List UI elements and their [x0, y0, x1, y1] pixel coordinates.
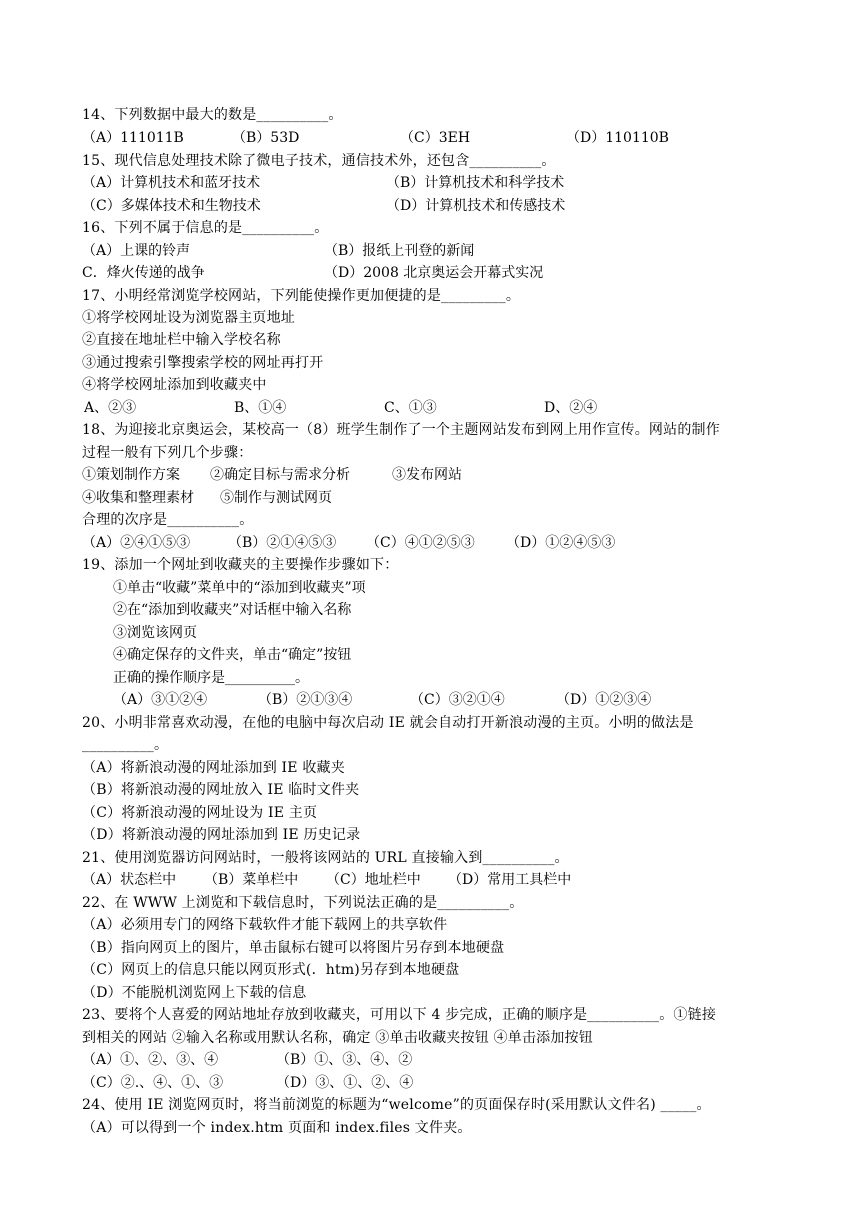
question-22-stem: 22、在 WWW 上浏览和下载信息时，下列说法正确的是__________。 [82, 895, 524, 911]
q20-option-c: （C）将新浪动漫的网址设为 IE 主页 [82, 805, 318, 821]
q17-option-c: C、①③ [384, 400, 437, 416]
q17-item-3: ③通过搜索引擎搜索学校的网址再打开 [82, 355, 324, 371]
q23-option-d: （D）③、①、②、④ [276, 1075, 414, 1091]
q17-option-b: B、①④ [234, 400, 287, 416]
q17-item-2: ②直接在地址栏中输入学校名称 [82, 332, 281, 348]
q23-option-b: （B）①、③、④、② [276, 1052, 413, 1068]
q22-option-a: （A）必须用专门的网络下载软件才能下载网上的共享软件 [82, 917, 448, 933]
q17-item-1: ①将学校网址设为浏览器主页地址 [82, 310, 295, 326]
q18-option-d: （D）①②④⑤③ [506, 535, 616, 551]
q17-option-d: D、②④ [544, 400, 598, 416]
q18-prompt: 合理的次序是__________。 [82, 512, 254, 528]
question-19-stem: 19、添加一个网址到收藏夹的主要操作步骤如下： [82, 557, 399, 573]
q16-option-b: （B）报纸上刊登的新闻 [324, 243, 475, 259]
question-20-stem-line-2: __________。 [82, 737, 169, 753]
question-23-stem-line-2: 到相关的网站 ②输入名称或用默认名称，确定 ③单击收藏夹按钮 ④单击添加按钮 [82, 1030, 593, 1046]
question-21-stem: 21、使用浏览器访问网站时，一般将该网站的 URL 直接输入到__________。 [82, 850, 569, 866]
q15-option-d: （D）计算机技术和传感技术 [386, 198, 566, 214]
q19-step-3: ③浏览该网页 [113, 625, 197, 641]
q18-step-3: ③发布网站 [392, 467, 462, 483]
q14-option-c: （C）3EH [400, 130, 471, 146]
q19-option-b: （B）②①③④ [258, 692, 353, 708]
q19-prompt: 正确的操作顺序是__________。 [113, 670, 309, 686]
question-14-stem: 14、下列数据中最大的数是__________。 [82, 107, 343, 123]
q19-option-c: （C）③②①④ [410, 692, 505, 708]
q18-step-1: ①策划制作方案 [82, 467, 180, 483]
q18-option-c: （C）④①②⑤③ [366, 535, 475, 551]
q18-option-b: （B）②①④⑤③ [228, 535, 337, 551]
q20-option-b: （B）将新浪动漫的网址放入 IE 临时文件夹 [82, 782, 360, 798]
q18-option-a: （A）②④①⑤③ [82, 535, 191, 551]
question-24-stem: 24、使用 IE 浏览网页时，将当前浏览的标题为“welcome”的页面保存时(采用默认文件名) _____。 [82, 1097, 711, 1113]
q17-option-a: A、②③ [84, 400, 137, 416]
q22-option-b: （B）指向网页上的图片，单击鼠标右键可以将图片另存到本地硬盘 [82, 940, 505, 956]
q21-option-a: （A）状态栏中 [82, 872, 177, 888]
q19-option-a: （A）③①②④ [113, 692, 208, 708]
question-16-stem: 16、下列不属于信息的是__________。 [82, 220, 329, 236]
q15-option-a: （A）计算机技术和蓝牙技术 [82, 175, 261, 191]
q17-item-4: ④将学校网址添加到收藏夹中 [82, 377, 267, 393]
q18-step-2: ②确定目标与需求分析 [210, 467, 350, 483]
question-20-stem-line-1: 20、小明非常喜欢动漫，在他的电脑中每次启动 IE 就会自动打开新浪动漫的主页。小明的做法是 [82, 715, 694, 731]
q19-step-2: ②在“添加到收藏夹”对话框中输入名称 [113, 602, 352, 618]
question-15-stem: 15、现代信息处理技术除了微电子技术，通信技术外，还包含__________。 [82, 153, 556, 169]
question-18-stem-line-1: 18、为迎接北京奥运会，某校高一（8）班学生制作了一个主题网站发布到网上用作宣传。网站的制作 [82, 422, 720, 438]
question-18-stem-line-2: 过程一般有下列几个步骤： [82, 445, 253, 461]
q22-option-d: （D）不能脱机浏览网上下载的信息 [82, 985, 307, 1001]
q18-step-5: ⑤制作与测试网页 [220, 490, 332, 506]
q16-option-a: （A）上课的铃声 [82, 243, 191, 259]
q19-step-1: ①单击“收藏”菜单中的“添加到收藏夹”项 [113, 580, 366, 596]
q15-option-b: （B）计算机技术和科学技术 [386, 175, 565, 191]
q24-option-a: （A）可以得到一个 index.htm 页面和 index.files 文件夹。 [82, 1120, 472, 1136]
q22-option-c: （C）网页上的信息只能以网页形式(．htm)另存到本地硬盘 [82, 962, 460, 978]
q21-option-b: （B）菜单栏中 [204, 872, 299, 888]
q20-option-d: （D）将新浪动漫的网址添加到 IE 历史记录 [82, 827, 361, 843]
q21-option-d: （D）常用工具栏中 [448, 872, 572, 888]
q23-option-c: （C）②.、④、①、③ [82, 1075, 224, 1091]
question-17-stem: 17、小明经常浏览学校网站，下列能使操作更加便捷的是_________。 [82, 288, 521, 304]
q23-option-a: （A）①、②、③、④ [82, 1052, 219, 1068]
q15-option-c: （C）多媒体技术和生物技术 [82, 198, 261, 214]
q14-option-b: （B）53D [232, 130, 300, 146]
q14-option-d: （D）110110B [566, 130, 669, 146]
q19-step-4: ④确定保存的文件夹，单击“确定”按钮 [113, 647, 352, 663]
q21-option-c: （C）地址栏中 [326, 872, 421, 888]
question-23-stem-line-1: 23、要将个人喜爱的网站地址存放到收藏夹，可用以下 4 步完成，正确的顺序是__________。①链接 [82, 1007, 717, 1023]
q16-option-d: （D）2008 北京奥运会开幕式实况 [324, 265, 544, 281]
q20-option-a: （A）将新浪动漫的网址添加到 IE 收藏夹 [82, 760, 345, 776]
q16-option-c: C．烽火传递的战争 [82, 265, 205, 281]
q19-option-d: （D）①②③④ [556, 692, 652, 708]
q14-option-a: （A）111011B [82, 130, 184, 146]
q18-step-4: ④收集和整理素材 [82, 490, 194, 506]
